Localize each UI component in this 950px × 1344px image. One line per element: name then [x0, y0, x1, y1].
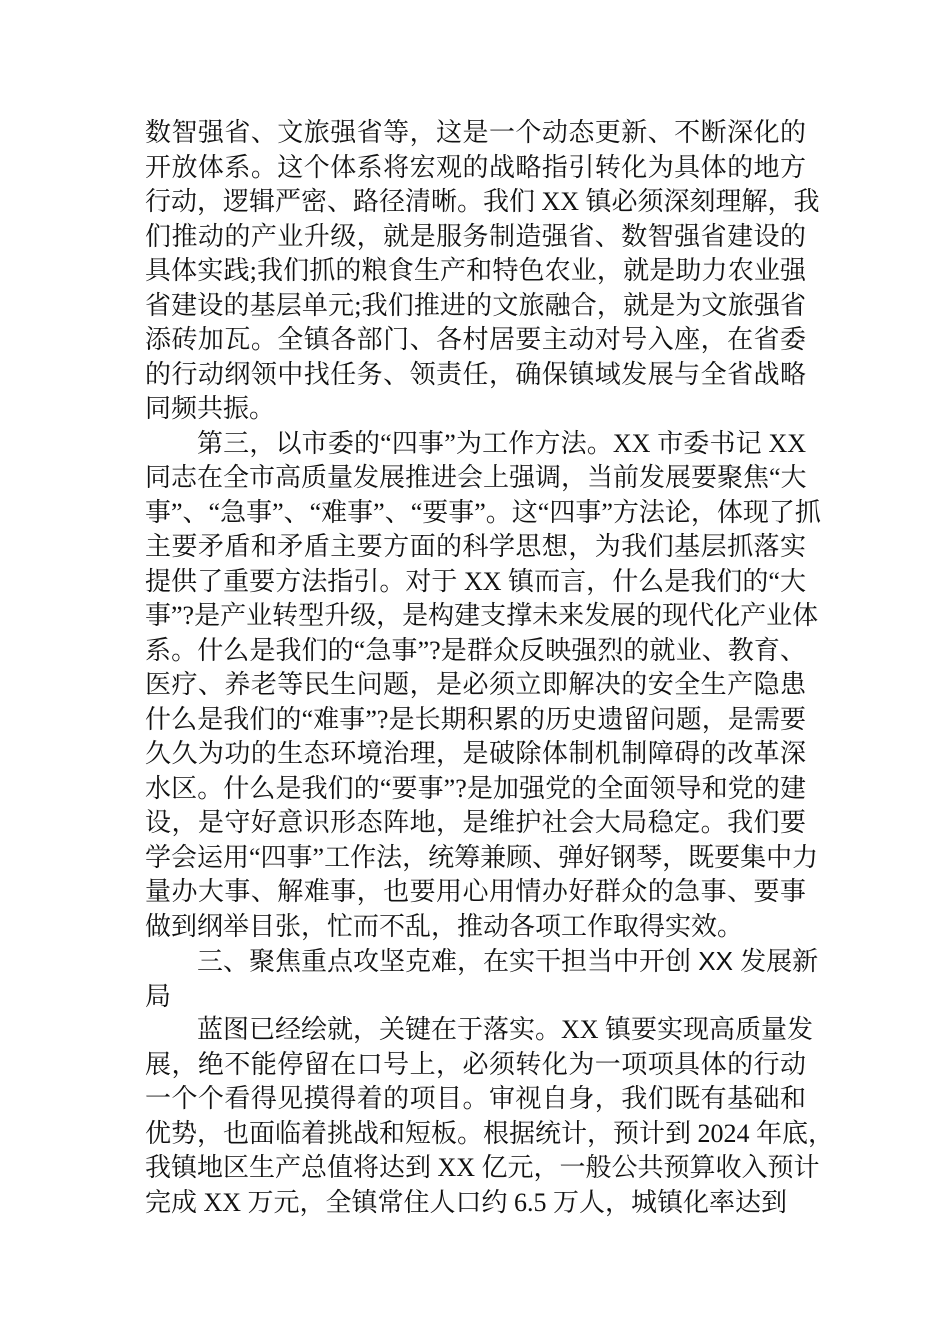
text-line: 我镇地区生产总值将达到 XX 亿元，一般公共预算收入预计: [145, 1153, 820, 1182]
text-line: 主要矛盾和矛盾主要方面的科学思想，为我们基层抓落实: [145, 532, 806, 561]
text-line: 的行动纲领中找任务、领责任，确保镇域发展与全省战略: [145, 359, 806, 389]
text-line: 设，是守好意识形态阵地，是维护社会大局稳定。我们要: [145, 808, 806, 837]
text-line: 系。什么是我们的“急事”?是群众反映强烈的就业、教育、: [145, 635, 806, 665]
text-line: 医疗、养老等民生问题，是必须立即解决的安全生产隐患: [145, 670, 806, 699]
text-line: 久久为功的生态环境治理，是破除体制机制障碍的改革深: [145, 739, 806, 768]
text-line: 省建设的基层单元;我们推进的文旅融合，就是为文旅强省: [145, 290, 806, 320]
text-line: 具体实践;我们抓的粮食生产和特色农业，就是助力农业强: [145, 256, 806, 285]
text-line: 事”?是产业转型升级，是构建支撑未来发展的现代化产业体: [145, 601, 819, 630]
text-line: 同频共振。: [145, 394, 276, 423]
text-line: 完成 XX 万元，全镇常住人口约 6.5 万人，城镇化率达到: [145, 1187, 788, 1217]
text-line: 展，绝不能停留在口号上，必须转化为一项项具体的行动: [145, 1049, 806, 1079]
text-line: 一个个看得见摸得着的项目。审视自身，我们既有基础和: [145, 1084, 806, 1113]
text-line: 做到纲举目张，忙而不乱，推动各项工作取得实效。: [145, 911, 744, 941]
text-line: 蓝图已经绘就，关键在于落实。XX 镇要实现高质量发: [197, 1015, 814, 1044]
text-line: 局: [145, 980, 172, 1011]
text-line: 量办大事、解难事，也要用心用情办好群众的急事、要事: [145, 877, 806, 906]
section-heading: [145, 944, 819, 1013]
text-line: 优势，也面临着挑战和短板。根据统计，预计到 2024 年底，: [145, 1118, 835, 1148]
text-line: 提供了重要方法指引。对于 XX 镇而言，什么是我们的“大: [145, 566, 806, 596]
text-line: 行动，逻辑严密、路径清晰。我们 XX 镇必须深刻理解，我: [145, 187, 820, 216]
text-line: 学会运用“四事”工作法，统筹兼顾、弹好钢琴，既要集中力: [145, 842, 819, 872]
text-line: 第三，以市委的“四事”为工作方法。XX 市委书记 XX: [197, 428, 806, 458]
text-line: 水区。什么是我们的“要事”?是加强党的全面领导和党的建: [145, 773, 806, 803]
text-line: 事”、“急事”、“难事”、“要事”。这“四事”方法论，体现了抓: [145, 497, 821, 527]
text-line: 添砖加瓦。全镇各部门、各村居要主动对号入座，在省委: [145, 325, 806, 354]
text-line: 们推动的产业升级，就是服务制造强省、数智强省建设的: [145, 221, 806, 251]
text-line: 什么是我们的“难事”?是长期积累的历史遗留问题，是需要: [145, 704, 806, 734]
text-line: 三、聚焦重点攻坚克难，在实干担当中开创 XX 发展新: [197, 946, 819, 976]
paragraph: [145, 1013, 835, 1220]
document-page: [145, 116, 835, 1220]
paragraph: [145, 116, 820, 427]
text-line: 开放体系。这个体系将宏观的战略指引转化为具体的地方: [145, 152, 806, 182]
text-line: 同志在全市高质量发展推进会上强调，当前发展要聚焦“大: [145, 463, 807, 492]
text-line: 数智强省、文旅强省等，这是一个动态更新、不断深化的: [145, 118, 806, 147]
paragraph: [145, 427, 821, 945]
